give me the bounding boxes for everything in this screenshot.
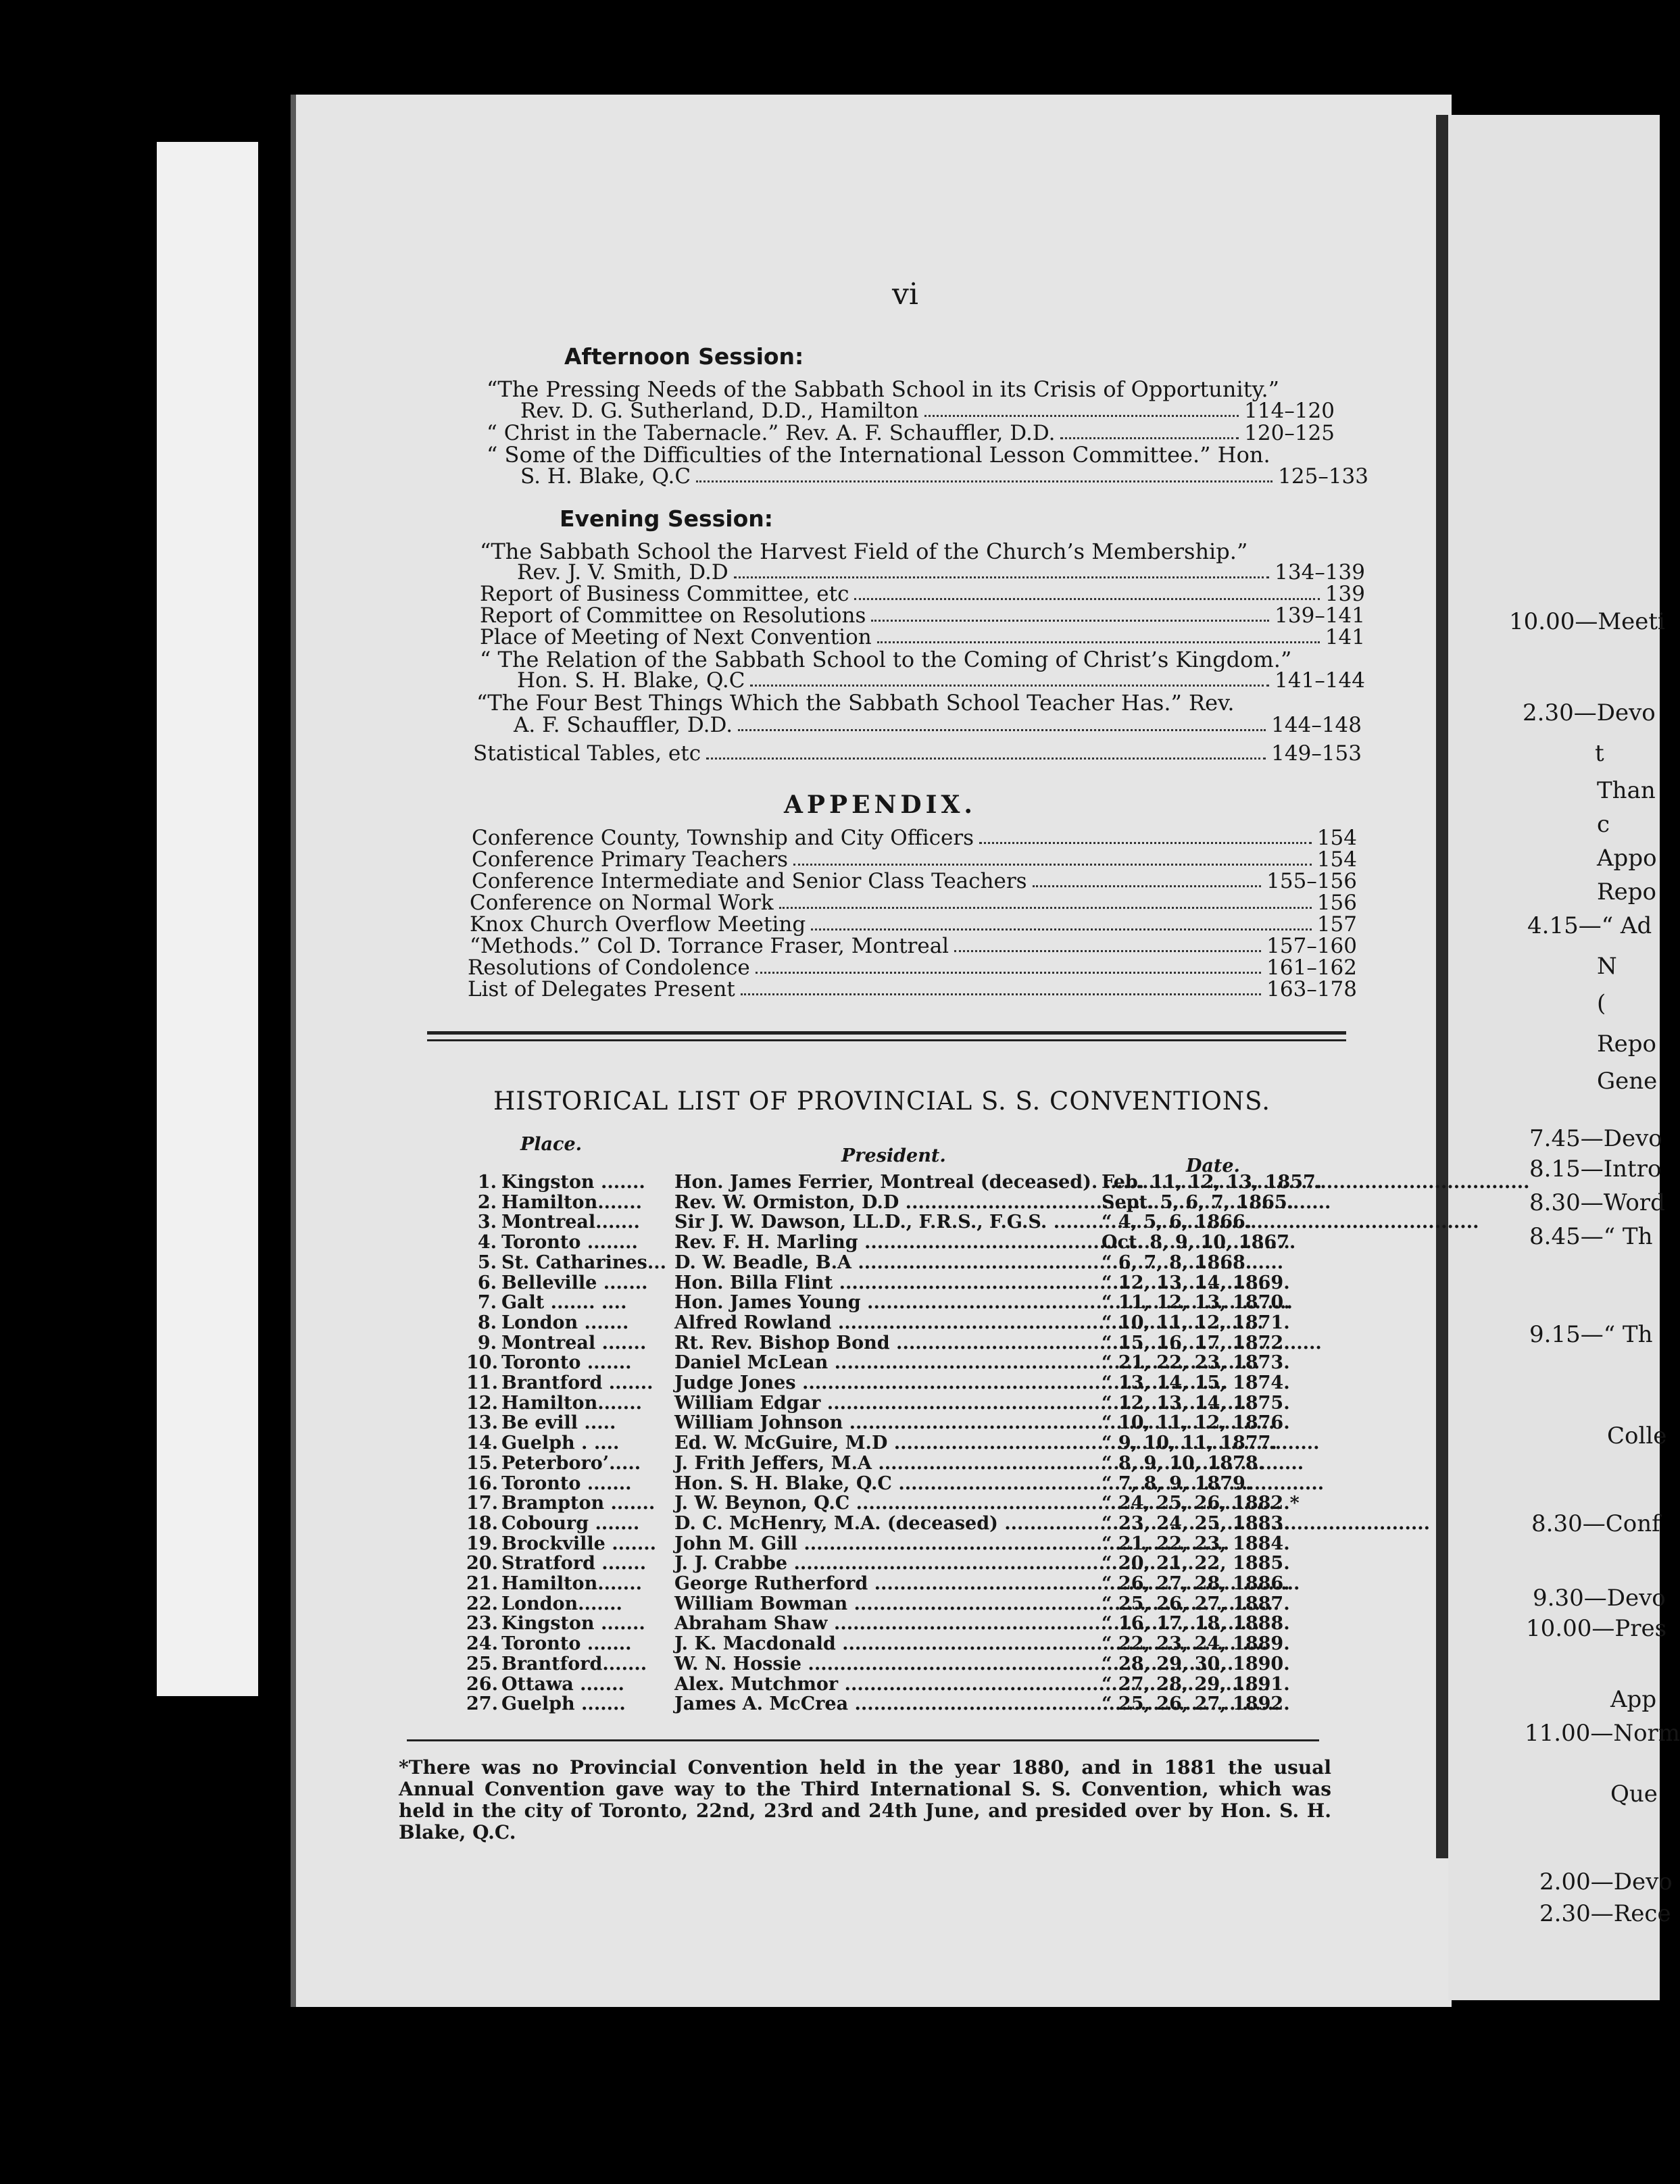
- toc-line: “The Pressing Needs of the Sabbath School in its Crisis of Opportunity.”: [487, 376, 1279, 402]
- facing-page-line: N: [1597, 953, 1617, 980]
- toc-line: Conference on Normal Work 156: [470, 891, 1357, 915]
- row-number: 22.: [466, 1593, 498, 1614]
- row-place: Toronto .......: [501, 1472, 632, 1494]
- facing-page-line: 11.00—Norm: [1525, 1720, 1680, 1747]
- table-row: [466, 1614, 1311, 1634]
- row-date: “ 21, 22, 23, 1873.: [1102, 1352, 1290, 1374]
- row-number: 6.: [477, 1272, 497, 1293]
- table-row: [466, 1233, 1311, 1253]
- row-number: 27.: [466, 1693, 498, 1715]
- facing-page-line: 9.30—Devo: [1533, 1585, 1666, 1612]
- toc-line: Report of Committee on Resolutions 139–141: [480, 603, 1365, 628]
- facing-page-line: Repo: [1597, 1031, 1656, 1058]
- row-number: 2.: [477, 1191, 497, 1213]
- toc-line: Rev. J. V. Smith, D.D 134–139: [517, 560, 1365, 585]
- row-president: Hon. S. H. Blake, Q.C .....: [674, 1474, 1066, 1494]
- row-place: Stratford .......: [501, 1553, 647, 1574]
- column-header-place: Place.: [520, 1134, 583, 1155]
- row-number: 8.: [477, 1312, 497, 1333]
- facing-page-line: Appo: [1597, 845, 1657, 872]
- row-president: Rt. Rev. Bishop Bond .....: [674, 1333, 1066, 1354]
- row-president: J. K. Macdonald .....: [674, 1634, 1066, 1654]
- scan-margin-strip: [157, 142, 258, 1696]
- row-date: “ 13, 14, 15, 1874.: [1102, 1372, 1290, 1393]
- facing-page-line: 7.45—Devo: [1529, 1125, 1662, 1152]
- row-president: William Bowman .....: [674, 1594, 1066, 1614]
- row-number: 19.: [466, 1533, 498, 1554]
- table-row: [466, 1273, 1311, 1293]
- row-president: Ed. W. McGuire, M.D .....: [674, 1433, 1066, 1454]
- row-place: Toronto .......: [501, 1633, 632, 1655]
- row-president: William Johnson .....: [674, 1413, 1066, 1433]
- row-place: Kingston .......: [501, 1613, 645, 1635]
- row-number: 3.: [477, 1212, 497, 1233]
- row-place: Kingston .......: [501, 1172, 645, 1193]
- double-rule: [427, 1031, 1346, 1035]
- toc-line: “Methods.” Col D. Torrance Fraser, Montreal 157–160: [470, 934, 1357, 958]
- row-place: Guelph .......: [501, 1693, 626, 1715]
- row-place: Toronto .......: [501, 1352, 632, 1374]
- row-number: 23.: [466, 1613, 498, 1635]
- row-place: Toronto ........: [501, 1232, 638, 1254]
- table-row: [466, 1594, 1311, 1614]
- row-number: 15.: [466, 1452, 498, 1474]
- row-date: “ 12, 13, 14, 1869.: [1102, 1272, 1290, 1293]
- row-president: Sir J. W. Dawson, LL.D., F.R.S., F.G.S. .....: [674, 1212, 1066, 1233]
- row-number: 11.: [466, 1372, 498, 1393]
- facing-page-line: Gene: [1597, 1068, 1658, 1095]
- row-number: 13.: [466, 1412, 498, 1434]
- row-president: Abraham Shaw .....: [674, 1614, 1066, 1634]
- toc-line: Resolutions of Condolence 161–162: [468, 956, 1357, 980]
- table-row: [466, 1433, 1311, 1454]
- row-date: “ 9, 10, 11, 1877.: [1102, 1433, 1277, 1454]
- facing-page-line: 2.30—Rece: [1539, 1900, 1671, 1927]
- row-number: 16.: [466, 1472, 498, 1494]
- table-row: [466, 1474, 1311, 1494]
- row-number: 1.: [477, 1172, 497, 1193]
- row-place: Cobourg .......: [501, 1512, 640, 1534]
- facing-page-line: Colle: [1607, 1422, 1667, 1449]
- toc-line: Conference County, Township and City Officers 154: [472, 826, 1357, 850]
- table-row: [466, 1694, 1311, 1714]
- column-header-president: President.: [841, 1145, 946, 1166]
- facing-page-line: 10.00—Pres: [1526, 1615, 1667, 1642]
- historical-list-title: HISTORICAL LIST OF PROVINCIAL S. S. CONVENTIONS.: [493, 1087, 1270, 1116]
- table-row: [466, 1193, 1311, 1213]
- row-date: “ 25, 26, 27, 1887.: [1102, 1593, 1290, 1614]
- row-president: Rev. F. H. Marling .....: [674, 1233, 1066, 1253]
- toc-line: A. F. Schauffler, D.D. 144–148: [514, 713, 1362, 737]
- row-president: Alfred Rowland .....: [674, 1313, 1066, 1333]
- row-place: London .......: [501, 1312, 629, 1333]
- row-place: Be evill .....: [501, 1412, 616, 1434]
- table-row: [466, 1333, 1311, 1354]
- row-place: Ottawa .......: [501, 1673, 624, 1695]
- table-row: [466, 1313, 1311, 1333]
- row-number: 25.: [466, 1653, 498, 1674]
- row-date: “ 28, 29, 30, 1890.: [1102, 1653, 1290, 1674]
- facing-page-line: Than: [1597, 777, 1656, 804]
- afternoon-heading: Afternoon Session:: [564, 343, 804, 370]
- row-number: 18.: [466, 1512, 498, 1534]
- row-place: Brockville .......: [501, 1533, 657, 1554]
- table-row: [466, 1674, 1311, 1695]
- evening-heading: Evening Session:: [560, 505, 773, 532]
- row-place: Brampton .......: [501, 1493, 656, 1514]
- row-president: Hon. James Young .....: [674, 1293, 1066, 1313]
- facing-page-line: (: [1597, 990, 1606, 1017]
- row-president: W. N. Hossie .....: [674, 1654, 1066, 1674]
- page-gutter: [1436, 115, 1448, 1858]
- facing-page: [1448, 115, 1660, 2000]
- appendix-title: APPENDIX.: [784, 791, 977, 819]
- row-number: 24.: [466, 1633, 498, 1655]
- row-place: Hamilton.......: [501, 1392, 642, 1414]
- facing-page-line: Que: [1610, 1781, 1658, 1808]
- facing-page-line: 8.30—Conf: [1531, 1510, 1660, 1537]
- table-row: [466, 1293, 1311, 1313]
- row-date: “ 7, 8, 9, 1879.: [1102, 1472, 1252, 1494]
- table-row: [466, 1493, 1311, 1514]
- footnote-rule: [407, 1739, 1319, 1741]
- row-date: “ 25, 26, 27, 1892.: [1102, 1693, 1290, 1715]
- row-place: Hamilton.......: [501, 1573, 642, 1594]
- row-place: Hamilton.......: [501, 1191, 642, 1213]
- table-row: [466, 1413, 1311, 1433]
- toc-line: S. H. Blake, Q.C 125–133: [520, 464, 1368, 489]
- row-president: James A. McCrea .....: [674, 1694, 1066, 1714]
- facing-page-line: 9.15—“ Th: [1529, 1321, 1653, 1348]
- row-number: 14.: [466, 1433, 498, 1454]
- table-row: [466, 1554, 1311, 1574]
- table-row: [466, 1253, 1311, 1273]
- row-date: “ 26, 27, 28, 1886.: [1102, 1573, 1290, 1594]
- facing-page-line: 8.15—Intro: [1529, 1156, 1662, 1183]
- row-date: “ 23, 24, 25, 1883.: [1102, 1512, 1290, 1534]
- toc-line: Conference Primary Teachers 154: [472, 847, 1357, 872]
- row-date: Oct. 8, 9, 10, 1867.: [1102, 1232, 1296, 1254]
- table-row: [466, 1353, 1311, 1373]
- row-number: 26.: [466, 1673, 498, 1695]
- table-row: [466, 1514, 1311, 1534]
- row-number: 21.: [466, 1573, 498, 1594]
- row-date: “ 22, 23, 24, 1889.: [1102, 1633, 1290, 1655]
- table-row: [466, 1654, 1311, 1674]
- row-number: 4.: [477, 1232, 497, 1254]
- row-place: Belleville .......: [501, 1272, 648, 1293]
- row-date: “ 10, 11, 12, 1876.: [1102, 1412, 1290, 1434]
- row-president: Rev. W. Ormiston, D.D .....: [674, 1193, 1066, 1213]
- row-president: D. W. Beadle, B.A .....: [674, 1253, 1066, 1273]
- toc-line: Conference Intermediate and Senior Class Teachers 155–156: [472, 869, 1357, 893]
- row-date: “ 10, 11, 12, 1871.: [1102, 1312, 1290, 1333]
- table-row: [466, 1172, 1323, 1193]
- toc-line: List of Delegates Present 163–178: [468, 977, 1357, 1001]
- toc-line: Statistical Tables, etc 149–153: [473, 741, 1362, 766]
- row-president: J. Frith Jeffers, M.A .....: [674, 1454, 1066, 1474]
- table-row: [466, 1634, 1311, 1654]
- row-number: 9.: [477, 1332, 497, 1354]
- row-president: John M. Gill .....: [674, 1534, 1066, 1554]
- row-place: St. Catharines...: [501, 1251, 667, 1273]
- row-president: Daniel McLean .....: [674, 1353, 1066, 1373]
- table-row: [466, 1393, 1311, 1414]
- facing-page-line: App: [1610, 1686, 1657, 1713]
- row-date: “ 6, 7, 8, 1868.: [1102, 1251, 1252, 1273]
- facing-page-line: 10.00—Meeti: [1509, 608, 1665, 635]
- toc-line: “The Sabbath School the Harvest Field of the Church’s Membership.”: [480, 539, 1248, 564]
- row-date: “ 12, 13, 14, 1875.: [1102, 1392, 1290, 1414]
- facing-page-line: Repo: [1597, 878, 1656, 905]
- row-date: “ 8, 9, 10, 1878.: [1102, 1452, 1265, 1474]
- row-place: Montreal.......: [501, 1212, 640, 1233]
- row-date: “ 27, 28, 29, 1891.: [1102, 1673, 1290, 1695]
- row-number: 10.: [466, 1352, 498, 1374]
- toc-line: “ The Relation of the Sabbath School to the Coming of Christ’s Kingdom.”: [480, 647, 1292, 672]
- table-row: [466, 1454, 1311, 1474]
- row-date: “ 24, 25, 26, 1882.*: [1102, 1493, 1300, 1514]
- facing-page-line: 8.45—“ Th: [1529, 1223, 1653, 1250]
- table-row: [466, 1373, 1311, 1393]
- facing-page-line: c: [1597, 811, 1610, 838]
- row-date: “ 20, 21, 22, 1885.: [1102, 1553, 1290, 1574]
- row-date: Feb. 11, 12, 13, 1857.: [1102, 1172, 1323, 1193]
- row-date: “ 16, 17, 18, 1888.: [1102, 1613, 1290, 1635]
- row-president: Hon. James Ferrier, Montreal (deceased). .....: [674, 1172, 1066, 1193]
- row-number: 12.: [466, 1392, 498, 1414]
- row-date: “ 11, 12, 13, 1870.: [1102, 1292, 1290, 1314]
- facing-page-line: 8.30—Word: [1529, 1189, 1665, 1216]
- table-row: [466, 1212, 1311, 1233]
- double-rule: [427, 1039, 1346, 1041]
- row-president: George Rutherford .....: [674, 1574, 1066, 1594]
- row-date: “ 21, 22, 23, 1884.: [1102, 1533, 1290, 1554]
- column-header-date: Date.: [1186, 1156, 1240, 1176]
- facing-page-line: 4.15—“ Ad: [1527, 912, 1652, 939]
- footnote: *There was no Provincial Convention held in the year 1880, and in 1881 the usual Annual Convention gave way to the Third International S. S. Convention, which was held in the city of Toronto, 22nd, 23rd and 24th June, and presided over by Hon. S. H. Blake, Q.C.: [399, 1756, 1331, 1843]
- row-date: “ 15, 16, 17, 1872.: [1102, 1332, 1290, 1354]
- facing-page-line: 2.00—Devo: [1539, 1868, 1673, 1895]
- row-place: Brantford.......: [501, 1653, 647, 1674]
- toc-line: Report of Business Committee, etc 139: [480, 582, 1365, 606]
- page-number: vi: [892, 277, 918, 312]
- toc-line: “The Four Best Things Which the Sabbath School Teacher Has.” Rev.: [476, 690, 1235, 716]
- row-number: 20.: [466, 1553, 498, 1574]
- row-date: “ 4, 5, 6, 1866.: [1102, 1212, 1252, 1233]
- toc-line: Place of Meeting of Next Convention 141: [480, 625, 1365, 649]
- toc-line: “ Christ in the Tabernacle.” Rev. A. F. Schauffler, D.D. 120–125: [487, 421, 1335, 445]
- toc-line: Hon. S. H. Blake, Q.C 141–144: [517, 668, 1365, 693]
- row-number: 7.: [477, 1292, 497, 1314]
- row-president: Alex. Mutchmor .....: [674, 1674, 1066, 1695]
- facing-page-line: t: [1595, 740, 1604, 767]
- row-number: 5.: [477, 1251, 497, 1273]
- row-number: 17.: [466, 1493, 498, 1514]
- toc-line: Rev. D. G. Sutherland, D.D., Hamilton 114–120: [520, 399, 1335, 423]
- row-president: William Edgar .....: [674, 1393, 1066, 1414]
- row-place: Brantford .......: [501, 1372, 653, 1393]
- row-place: London.......: [501, 1593, 622, 1614]
- table-row: [466, 1574, 1311, 1594]
- row-president: Judge Jones .....: [674, 1373, 1066, 1393]
- row-place: Guelph . ....: [501, 1433, 620, 1454]
- row-president: J. J. Crabbe .....: [674, 1554, 1066, 1574]
- row-president: Hon. Billa Flint .....: [674, 1273, 1066, 1293]
- facing-page-line: 2.30—Devo: [1523, 699, 1656, 726]
- toc-line: Knox Church Overflow Meeting 157: [470, 912, 1357, 937]
- row-president: D. C. McHenry, M.A. (deceased) .....: [674, 1514, 1066, 1534]
- row-place: Peterboro’.....: [501, 1452, 641, 1474]
- row-date: Sept. 5, 6, 7, 1865.: [1102, 1191, 1294, 1213]
- toc-line: “ Some of the Difficulties of the International Lesson Committee.” Hon.: [487, 442, 1270, 468]
- table-row: [466, 1534, 1311, 1554]
- row-place: Galt ....... ....: [501, 1292, 627, 1314]
- row-place: Montreal .......: [501, 1332, 647, 1354]
- row-president: J. W. Beynon, Q.C .....: [674, 1493, 1066, 1514]
